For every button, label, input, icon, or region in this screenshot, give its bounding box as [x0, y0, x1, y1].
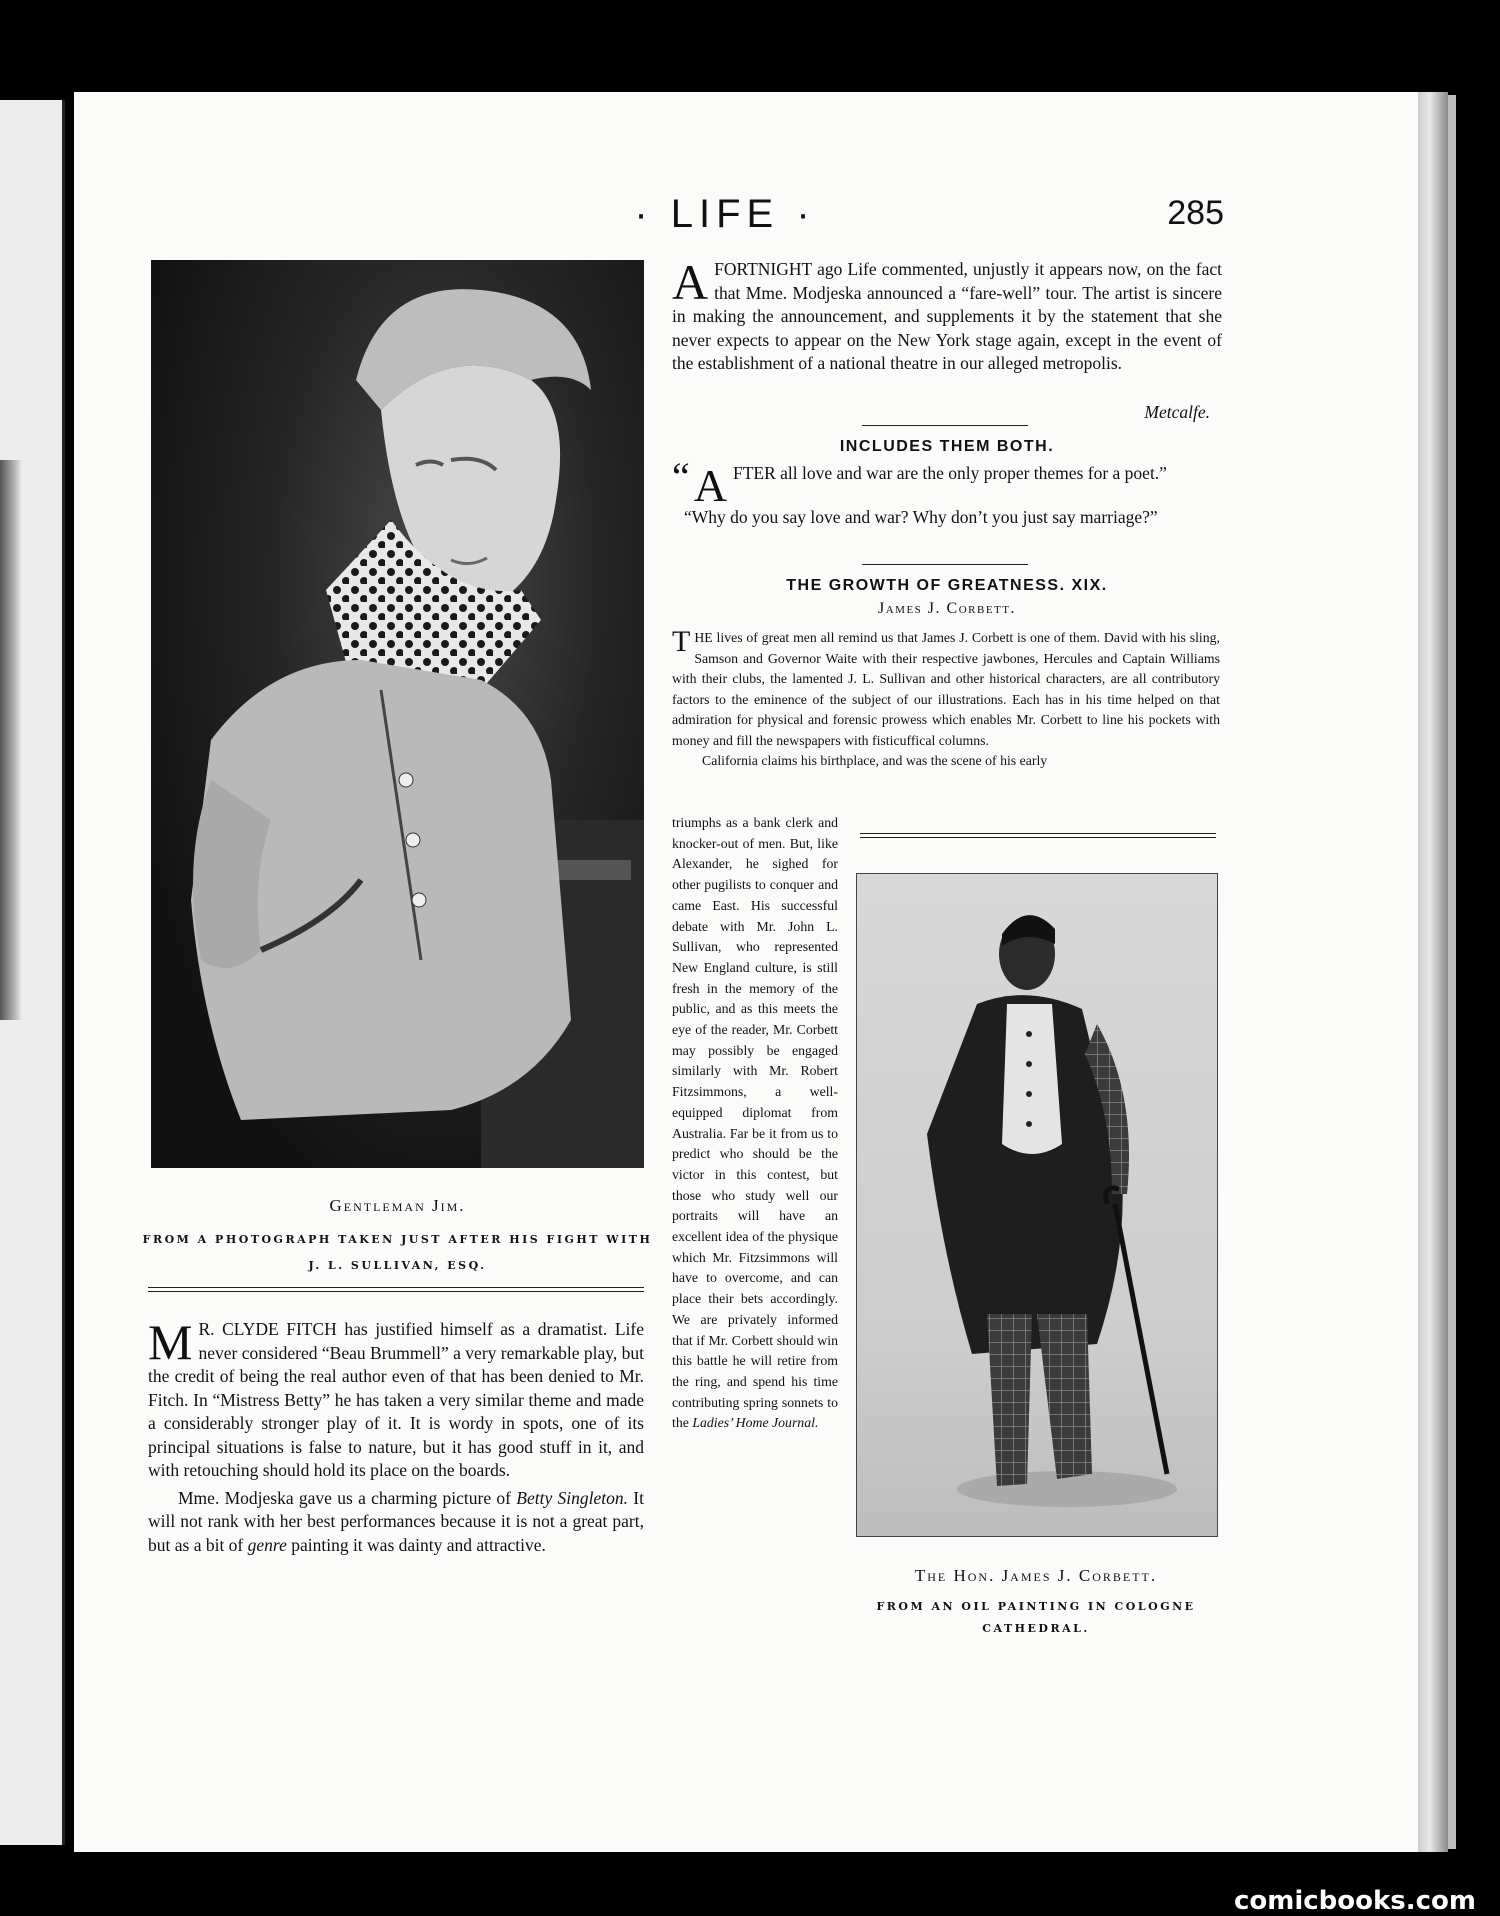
photo1-caption-sub-2: J. L. SULLIVAN, ESQ. — [308, 1259, 487, 1272]
heading-includes: INCLUDES THEM BOTH. — [839, 438, 1055, 455]
photo-gentleman-jim — [151, 260, 644, 1168]
photo2-caption-sub-2: CATHEDRAL. — [982, 1622, 1090, 1635]
growth-narrow-column — [672, 813, 838, 1434]
page-edge-inner — [1448, 95, 1456, 1849]
fitch-p2-a: Mme. Modjeska gave us a charming picture of — [178, 1487, 517, 1508]
drop-cap-a: A — [672, 254, 709, 310]
watermark: comicbooks.com — [1233, 1886, 1476, 1916]
growth-paragraph-1 — [672, 625, 1220, 772]
short-rule-2 — [862, 564, 1028, 565]
double-rule-left — [148, 1287, 644, 1292]
double-rule-right — [860, 833, 1216, 838]
growth-p2-line: California claims his birthplace, and was the scene of his early — [702, 753, 1048, 768]
fitch-p2-title: Betty Singleton. — [516, 1487, 628, 1508]
heading-growth: THE GROWTH OF GREATNESS. XIX. — [786, 577, 1108, 594]
gentleman-jim-illustration — [151, 260, 644, 1168]
includes-line-1: FTER all love and war are the only proper themes for a poet.” — [733, 463, 1167, 483]
article-modjeska — [672, 254, 1222, 380]
open-quote: “ — [672, 454, 690, 499]
drop-cap-m: M — [148, 1314, 193, 1370]
photo1-caption-sub-1: FROM A PHOTOGRAPH TAKEN JUST AFTER HIS FIGHT WITH — [142, 1233, 653, 1246]
photo1-caption-title: Gentleman Jim. — [329, 1196, 466, 1215]
modjeska-paragraph: FORTNIGHT ago Life commented, unjustly it appears now, on the fact that Mme. Modjeska announced a “fare-well” tour. The artist is sincere in making the announcement, and supplements it by the statement that she never expects to appear on the New York stage again, except in the event of the establishment of a national theatre in our alleged metropolis. — [672, 259, 1222, 373]
article-fitch — [148, 1314, 644, 1561]
fitch-p2-c: painting it was dainty and attractive. — [286, 1534, 546, 1555]
short-rule-1 — [862, 425, 1028, 426]
facing-page-edge — [0, 100, 65, 1845]
drop-cap-a-2: A — [693, 460, 727, 511]
fitch-p2-b: It will not rank with her best performances because it is not a great part, but as a bit of — [148, 1487, 644, 1555]
joke-includes — [672, 454, 1222, 534]
page-number: 285 — [1167, 194, 1224, 232]
page-edge — [1418, 92, 1448, 1852]
photo-james-corbett — [856, 873, 1218, 1537]
photo2-caption-sub-1: FROM AN OIL PAINTING IN COLOGNE — [876, 1600, 1196, 1613]
growth-p1-text: HE lives of great men all remind us that James J. Corbett is one of them. David with his sling, Samson and Governor Waite with their respective jawbones, Hercules and Captain Williams with their clubs, the lamented J. L. Sullivan and other historical characters, are all contributory factors to the eminence of the subject of our illustrations. Each has in his time helped on that admiration for physical and forensic prowess which enables Mr. Corbett to line his pockets with money and fill the newspapers with fisticuffical columns. — [672, 630, 1220, 748]
signature-metcalfe: Metcalfe. — [1144, 402, 1210, 422]
fitch-paragraph-1: R. CLYDE FITCH has justified himself as a dramatist. Life never considered “Beau Brummell” a very remarkable play, but the credit of being the real author even of that has been denied to Mr. Fitch. In “Mistress Betty” he has taken a very similar theme and made a considerably stronger play of it. It is wordy in spots, one of its principal situations is false to nature, but it has good stuff in it, and with retouching should hold its place on the boards. — [148, 1319, 644, 1480]
masthead: · LIFE · — [634, 192, 816, 236]
subheading-corbett: James J. Corbett. — [878, 600, 1016, 617]
growth-p2-col-text: triumphs as a bank clerk and knocker-out of men. But, like Alexander, he sighed for other pugilists to conquer and came East. His successful debate with Mr. John L. Sullivan, who represented New England culture, is still fresh in the memory of the public, and as this meets the eye of the reader, Mr. Corbett may possibly be engaged similarly with Mr. Robert Fitzsimmons, a well-equipped diplomat from Australia. Far be it from us to predict who should be the victor in this contest, but those who study well our portraits will have an excellent idea of the physique which Mr. Fitzsimmons will have to overcome, and can place their bets accordingly. We are privately informed that if Mr. Corbett should win this battle he will retire from the ring, and spend his time contributing spring sonnets to the — [672, 815, 838, 1431]
drop-cap-t: T — [672, 625, 691, 658]
includes-line-2: “Why do you say love and war? Why don’t you just say marriage?” — [684, 507, 1158, 527]
growth-p2-journal: Ladies’ Home Journal. — [692, 1415, 819, 1431]
photo2-caption-title: The Hon. James J. Corbett. — [914, 1566, 1158, 1585]
corbett-illustration — [857, 874, 1217, 1536]
fitch-p2-genre: genre — [247, 1534, 287, 1555]
